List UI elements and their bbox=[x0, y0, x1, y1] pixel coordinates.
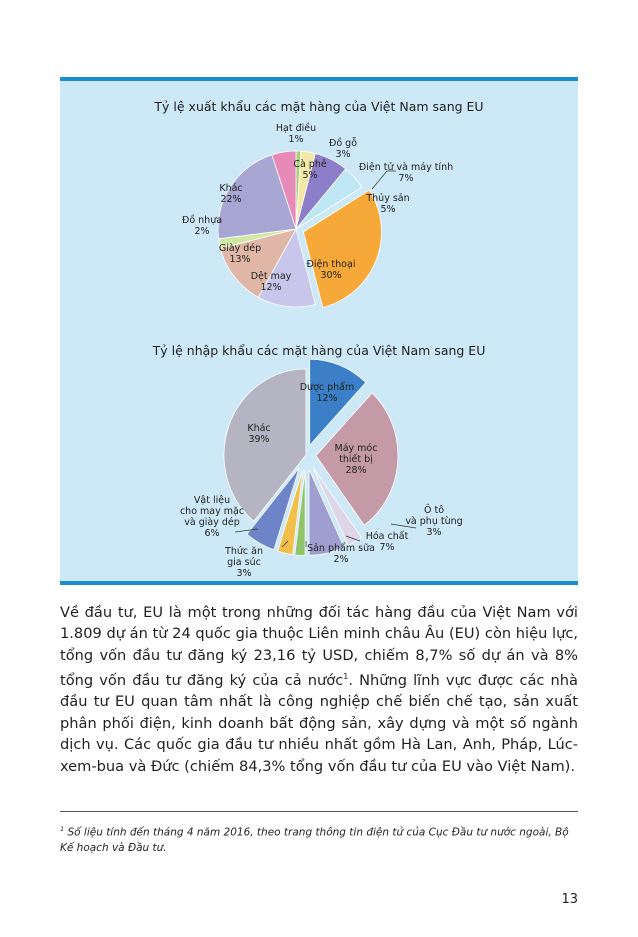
export-chart-panel bbox=[60, 77, 578, 329]
slice-label-thuy-san: Thủy sản 5% bbox=[366, 193, 410, 215]
slice-label-ca-phe: Cà phê 5% bbox=[293, 159, 327, 181]
slice-label-may-moc-thiet-bi: Máy móc thiết bị 28% bbox=[334, 443, 378, 476]
footnote-number: 1 bbox=[60, 825, 65, 833]
slice-label-khac: Khác 22% bbox=[219, 183, 243, 205]
body-text-part1: Về đầu tư, EU là một trong những đối tác hàng đầu của Việt Nam với 1.809 dự án từ 24 quốc gia thuộc Liên minh châu Âu (EU) còn hiệu lực, tổng vốn đầu tư đăng ký 23,16 tỷ USD, chiếm 8,7% số dự án và 8% tổng vốn đầu tư đăng ký của cả nước bbox=[60, 604, 578, 690]
footnote-text: Số liệu tính đến tháng 4 năm 2016, theo trang thông tin điện tử của Cục Đầu tư nước ngoài, Bộ Kế hoạch và Đầu tư. bbox=[60, 826, 569, 854]
slice-label-o-to-va-phu-tung: Ô tô và phụ tùng 3% bbox=[405, 505, 463, 538]
slice-label-dien-thoai: Điện thoại 30% bbox=[306, 259, 356, 281]
page-number: 13 bbox=[561, 892, 578, 907]
import-chart-panel bbox=[60, 329, 578, 585]
slice-label-dien-tu-va-may-tinh: Điện tử và máy tính 7% bbox=[358, 162, 454, 184]
body-text-part2: . Những lĩnh vực được các nhà đầu tư EU quan tâm nhất là công nghiệp chế biến chế tạo, sản xuất phân phối điện, kinh doanh bất động sản, xây dựng và một số ngành dịch vụ. Các quốc gia đầu tư nhiều nhất gồm Hà Lan, Anh, Pháp, Lúc-xem-bua và Đức (chiếm 84,3% tổng vốn đầu tư của EU vào Việt Nam). bbox=[60, 672, 578, 775]
slice-label-vat-lieu: Vật liệu cho may mặc và giày dép 6% bbox=[179, 495, 245, 539]
leader-line-dien-tu-va-may-tinh bbox=[372, 171, 396, 189]
import-pie-chart bbox=[60, 329, 578, 581]
body-paragraph bbox=[60, 602, 578, 777]
footnote-reference: 1 bbox=[343, 672, 349, 682]
import-chart-title: Tỷ lệ nhập khẩu các mặt hàng của Việt Nam sang EU bbox=[152, 343, 486, 358]
slice-label-san-pham-sua: Sản phẩm sữa 2% bbox=[307, 543, 375, 565]
export-pie-chart bbox=[60, 81, 578, 329]
slice-label-do-nhua: Đồ nhựa 2% bbox=[181, 215, 223, 237]
slice-label-thuc-an-gia-suc: Thức ăn gia súc 3% bbox=[225, 546, 263, 579]
export-chart-title: Tỷ lệ xuất khẩu các mặt hàng của Việt Nam sang EU bbox=[154, 99, 484, 114]
slice-label-det-may: Dệt may 12% bbox=[250, 271, 292, 293]
slice-label-khac: Khác 39% bbox=[247, 423, 271, 445]
footnote-divider bbox=[60, 811, 578, 812]
slice-label-duoc-pham: Dược phẩm 12% bbox=[299, 382, 355, 404]
slice-label-hoa-chat: Hóa chất 7% bbox=[365, 531, 409, 553]
slice-label-do-go: Đồ gỗ 3% bbox=[328, 138, 358, 160]
footnote bbox=[60, 822, 578, 856]
slice-label-hat-dieu: Hạt điều 1% bbox=[275, 123, 317, 145]
slice-label-giay-dep: Giày dép 13% bbox=[218, 243, 262, 265]
